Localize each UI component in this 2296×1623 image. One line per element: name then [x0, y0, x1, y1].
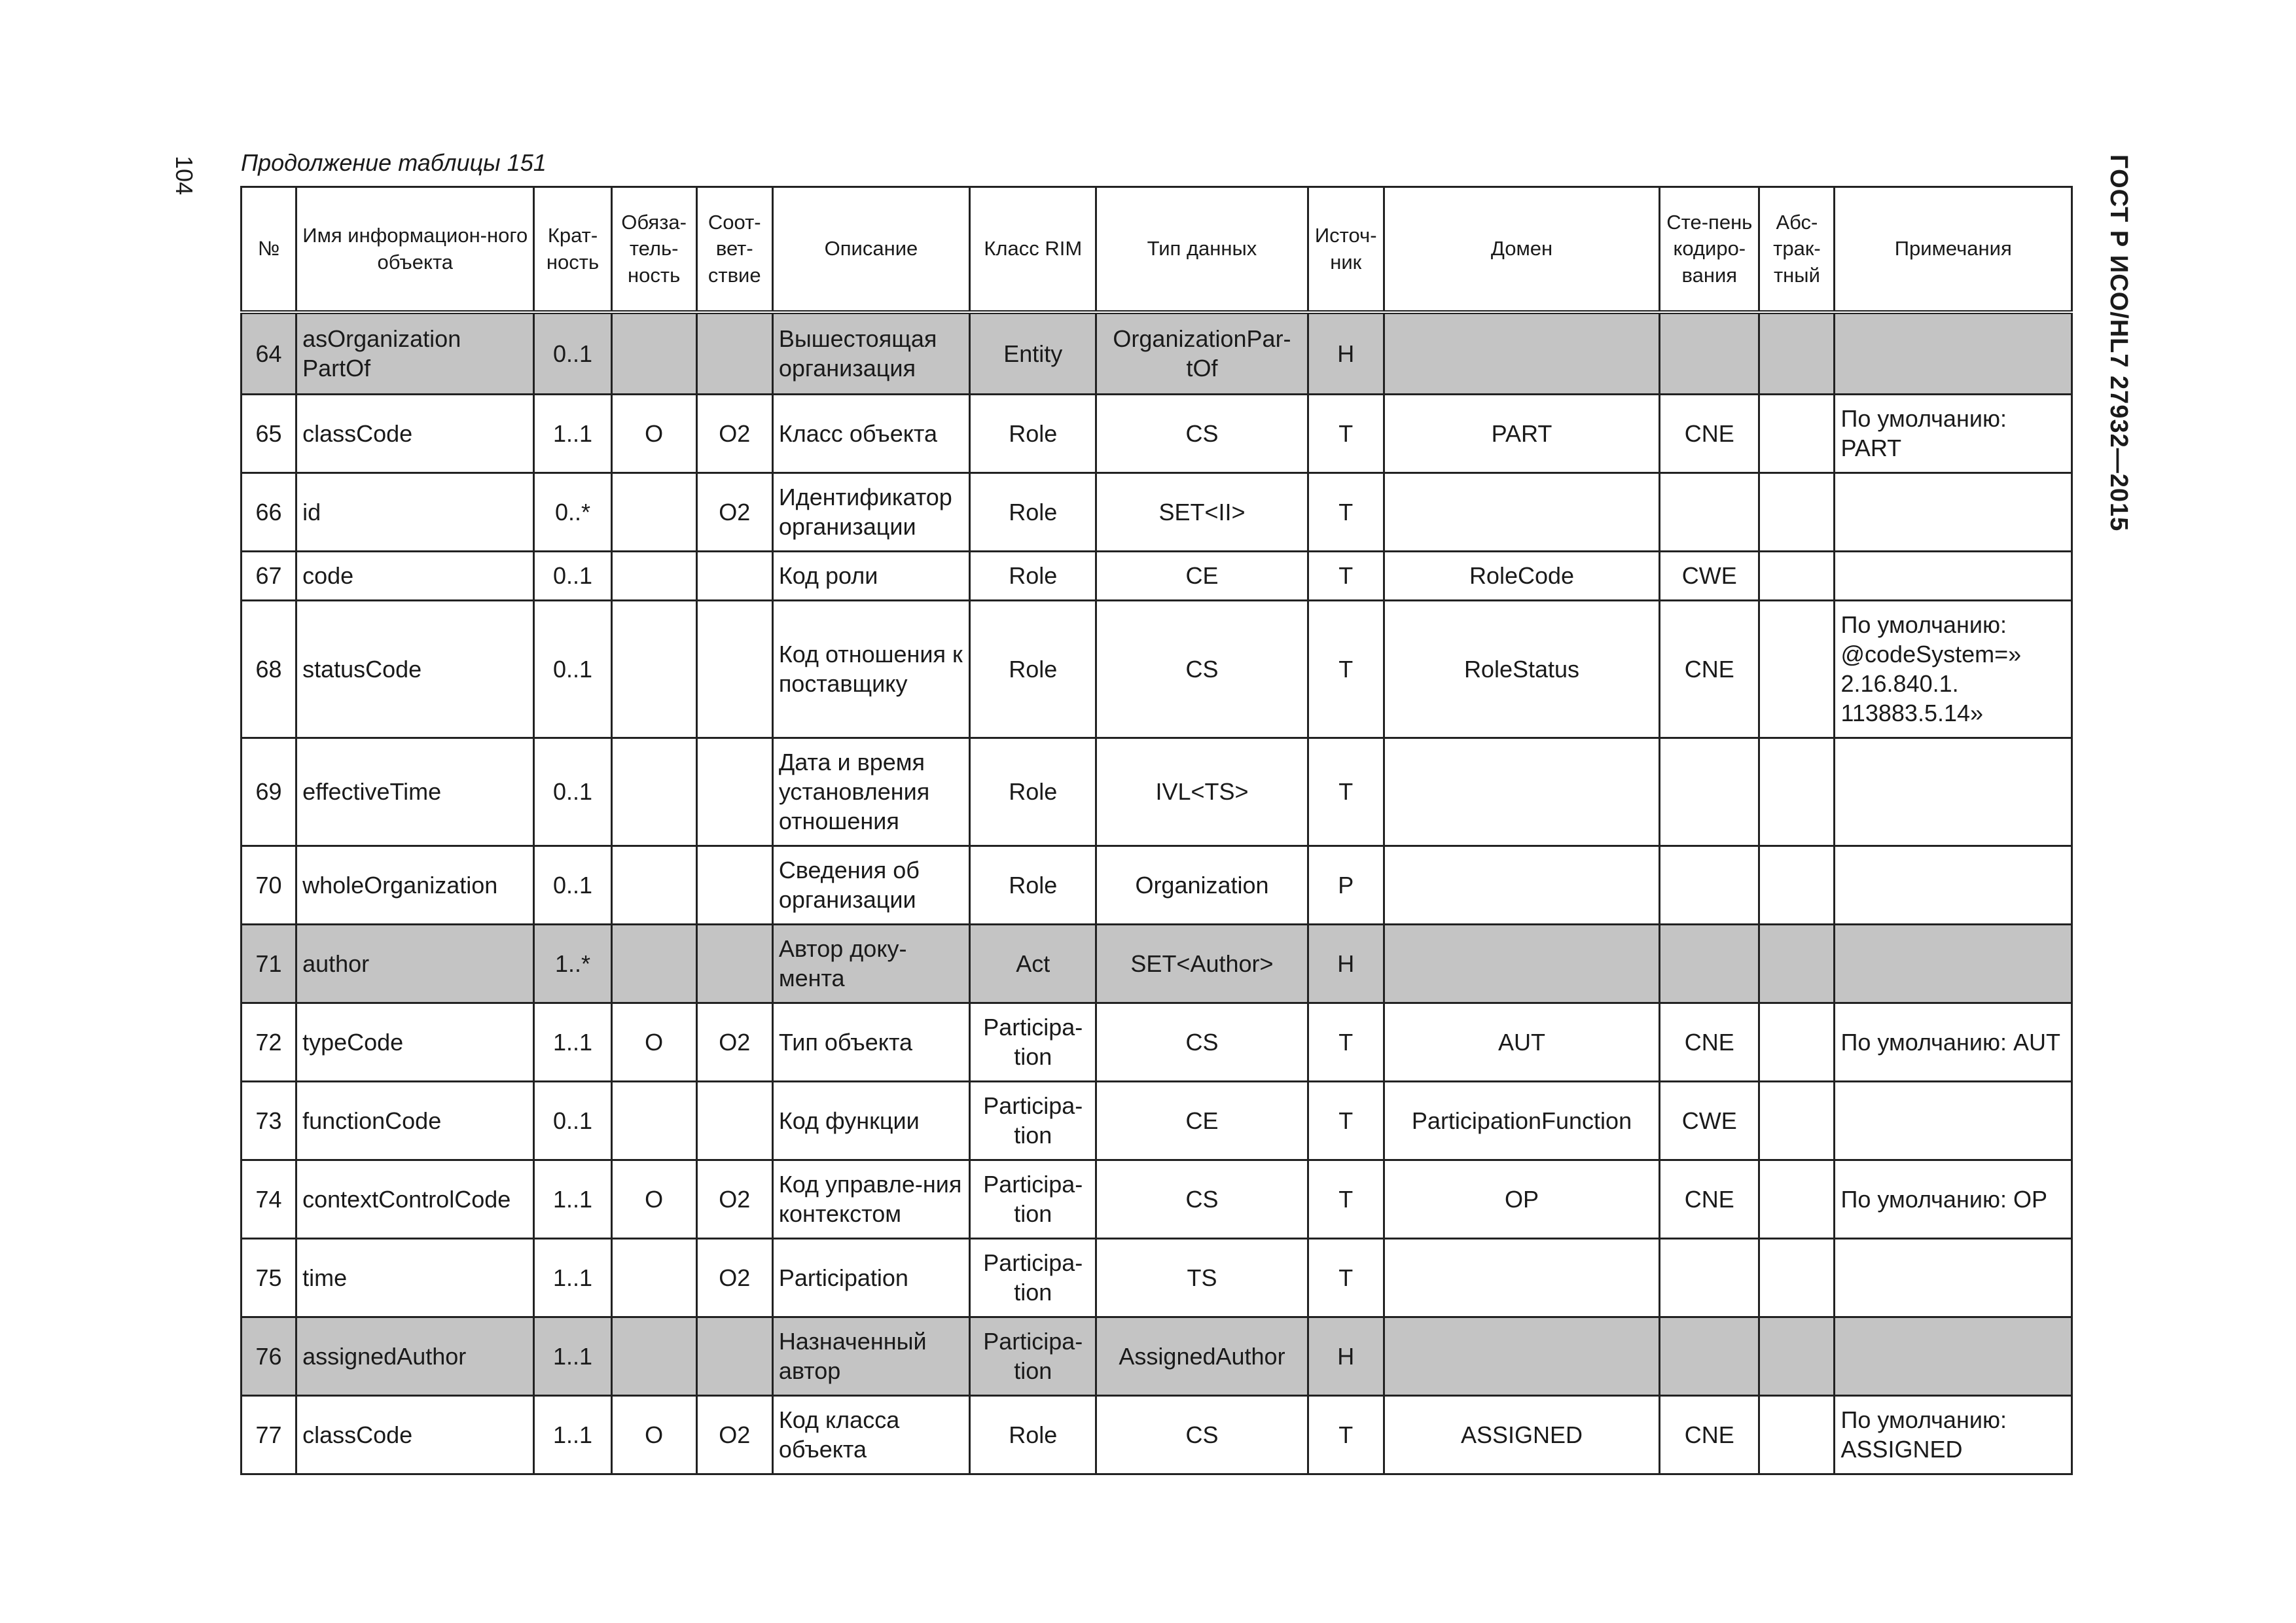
- cell-domain: [1384, 846, 1659, 924]
- cell-obligation: [611, 738, 696, 846]
- cell-name: time: [296, 1238, 534, 1317]
- cell-multiplicity: 0..1: [534, 551, 611, 600]
- cell-multiplicity: 1..1: [534, 1238, 611, 1317]
- cell-domain: [1384, 1238, 1659, 1317]
- header-conformance: Соот-вет-ствие: [696, 187, 772, 313]
- cell-coding-strength: CNE: [1660, 1160, 1759, 1238]
- cell-description: Код отношения к поставщику: [772, 600, 969, 738]
- header-obligation: Обяза-тель-ность: [611, 187, 696, 313]
- document-code: ГОСТ Р ИСО/HL7 27932—2015: [2105, 154, 2132, 532]
- cell-num: 69: [242, 738, 296, 846]
- cell-notes: [1835, 738, 2072, 846]
- table-row: [242, 1238, 2072, 1317]
- cell-rim-class: Role: [970, 846, 1096, 924]
- cell-name: contextControlCode: [296, 1160, 534, 1238]
- cell-abstract: [1759, 1395, 1835, 1474]
- cell-data-type: AssignedAuthor: [1096, 1317, 1308, 1395]
- header-description: Описание: [772, 187, 969, 313]
- cell-multiplicity: 1..1: [534, 394, 611, 473]
- cell-data-type: CE: [1096, 551, 1308, 600]
- cell-obligation: O: [611, 394, 696, 473]
- cell-data-type: CS: [1096, 394, 1308, 473]
- cell-conformance: [696, 600, 772, 738]
- cell-data-type: CS: [1096, 1395, 1308, 1474]
- cell-multiplicity: 0..1: [534, 1081, 611, 1160]
- cell-description: Код роли: [772, 551, 969, 600]
- cell-name: effectiveTime: [296, 738, 534, 846]
- cell-name: classCode: [296, 394, 534, 473]
- cell-name: author: [296, 924, 534, 1003]
- cell-rim-class: Participa-tion: [970, 1003, 1096, 1081]
- cell-rim-class: Role: [970, 738, 1096, 846]
- cell-data-type: CS: [1096, 1003, 1308, 1081]
- table-row: [242, 394, 2072, 473]
- cell-source: T: [1308, 394, 1384, 473]
- cell-rim-class: Role: [970, 600, 1096, 738]
- cell-conformance: [696, 1081, 772, 1160]
- cell-coding-strength: [1660, 312, 1759, 394]
- cell-source: T: [1308, 473, 1384, 551]
- cell-notes: [1835, 1317, 2072, 1395]
- cell-name: wholeOrganization: [296, 846, 534, 924]
- cell-multiplicity: 0..1: [534, 738, 611, 846]
- cell-obligation: [611, 924, 696, 1003]
- table-caption: Продолжение таблицы 151: [241, 149, 547, 176]
- cell-multiplicity: 0..1: [534, 312, 611, 394]
- cell-data-type: CS: [1096, 600, 1308, 738]
- cell-multiplicity: 1..1: [534, 1317, 611, 1395]
- header-multiplicity: Крат-ность: [534, 187, 611, 313]
- cell-obligation: [611, 1081, 696, 1160]
- cell-coding-strength: [1660, 1317, 1759, 1395]
- header-name: Имя информацион-ного объекта: [296, 187, 534, 313]
- cell-domain: [1384, 738, 1659, 846]
- table-row: [242, 1395, 2072, 1474]
- cell-multiplicity: 1..*: [534, 924, 611, 1003]
- cell-obligation: [611, 312, 696, 394]
- cell-domain: ParticipationFunction: [1384, 1081, 1659, 1160]
- cell-name: functionCode: [296, 1081, 534, 1160]
- cell-source: T: [1308, 1160, 1384, 1238]
- table-row: [242, 1081, 2072, 1160]
- cell-description: Идентификатор организации: [772, 473, 969, 551]
- cell-rim-class: Role: [970, 551, 1096, 600]
- cell-num: 66: [242, 473, 296, 551]
- cell-conformance: O2: [696, 1160, 772, 1238]
- header-notes: Примечания: [1835, 187, 2072, 313]
- cell-coding-strength: [1660, 738, 1759, 846]
- cell-source: H: [1308, 312, 1384, 394]
- cell-name: asOrganization PartOf: [296, 312, 534, 394]
- cell-rim-class: Role: [970, 473, 1096, 551]
- table-row: [242, 1317, 2072, 1395]
- cell-name: typeCode: [296, 1003, 534, 1081]
- cell-coding-strength: CNE: [1660, 1003, 1759, 1081]
- cell-num: 72: [242, 1003, 296, 1081]
- cell-domain: RoleCode: [1384, 551, 1659, 600]
- table-row: [242, 1003, 2072, 1081]
- cell-notes: [1835, 312, 2072, 394]
- cell-description: Дата и время установления отношения: [772, 738, 969, 846]
- cell-conformance: O2: [696, 1003, 772, 1081]
- cell-obligation: [611, 846, 696, 924]
- data-table: [240, 186, 2073, 1475]
- cell-conformance: O2: [696, 473, 772, 551]
- cell-description: Назначенный автор: [772, 1317, 969, 1395]
- cell-rim-class: Entity: [970, 312, 1096, 394]
- cell-source: T: [1308, 600, 1384, 738]
- cell-description: Сведения об организации: [772, 846, 969, 924]
- cell-description: Вышестоящая организация: [772, 312, 969, 394]
- cell-abstract: [1759, 600, 1835, 738]
- cell-multiplicity: 1..1: [534, 1003, 611, 1081]
- table-row: [242, 846, 2072, 924]
- cell-rim-class: Act: [970, 924, 1096, 1003]
- cell-obligation: O: [611, 1395, 696, 1474]
- cell-rim-class: Participa-tion: [970, 1160, 1096, 1238]
- cell-notes: По умолчанию: @codeSystem=» 2.16.840.1. 113883.5.14»: [1835, 600, 2072, 738]
- cell-coding-strength: CWE: [1660, 1081, 1759, 1160]
- header-coding-strength: Сте-пень кодиро-вания: [1660, 187, 1759, 313]
- cell-name: assignedAuthor: [296, 1317, 534, 1395]
- cell-rim-class: Participa-tion: [970, 1317, 1096, 1395]
- cell-conformance: O2: [696, 1395, 772, 1474]
- table-row: [242, 738, 2072, 846]
- cell-num: 68: [242, 600, 296, 738]
- cell-num: 67: [242, 551, 296, 600]
- page-number: 104: [171, 156, 198, 196]
- table-row: [242, 1160, 2072, 1238]
- cell-data-type: SET<II>: [1096, 473, 1308, 551]
- cell-abstract: [1759, 738, 1835, 846]
- cell-description: Код класса объекта: [772, 1395, 969, 1474]
- cell-data-type: IVL<TS>: [1096, 738, 1308, 846]
- cell-domain: [1384, 924, 1659, 1003]
- cell-notes: По умолчанию: ASSIGNED: [1835, 1395, 2072, 1474]
- cell-notes: По умолчанию: PART: [1835, 394, 2072, 473]
- cell-conformance: [696, 846, 772, 924]
- cell-conformance: O2: [696, 1238, 772, 1317]
- cell-description: Код функции: [772, 1081, 969, 1160]
- header-source: Источ-ник: [1308, 187, 1384, 313]
- cell-coding-strength: CNE: [1660, 600, 1759, 738]
- cell-obligation: [611, 600, 696, 738]
- cell-multiplicity: 0..1: [534, 846, 611, 924]
- cell-multiplicity: 1..1: [534, 1160, 611, 1238]
- cell-notes: [1835, 924, 2072, 1003]
- cell-obligation: [611, 473, 696, 551]
- cell-conformance: [696, 924, 772, 1003]
- cell-abstract: [1759, 846, 1835, 924]
- cell-num: 70: [242, 846, 296, 924]
- header-domain: Домен: [1384, 187, 1659, 313]
- cell-abstract: [1759, 473, 1835, 551]
- cell-data-type: SET<Author>: [1096, 924, 1308, 1003]
- cell-num: 71: [242, 924, 296, 1003]
- table-row: [242, 924, 2072, 1003]
- cell-domain: ASSIGNED: [1384, 1395, 1659, 1474]
- cell-notes: [1835, 846, 2072, 924]
- cell-num: 76: [242, 1317, 296, 1395]
- cell-notes: По умолчанию: OP: [1835, 1160, 2072, 1238]
- cell-data-type: CS: [1096, 1160, 1308, 1238]
- header-abstract: Абс-трак-тный: [1759, 187, 1835, 313]
- cell-abstract: [1759, 312, 1835, 394]
- table-row: [242, 551, 2072, 600]
- cell-num: 65: [242, 394, 296, 473]
- cell-multiplicity: 0..*: [534, 473, 611, 551]
- cell-abstract: [1759, 394, 1835, 473]
- cell-conformance: O2: [696, 394, 772, 473]
- cell-abstract: [1759, 551, 1835, 600]
- cell-notes: [1835, 551, 2072, 600]
- table-row: [242, 473, 2072, 551]
- cell-num: 64: [242, 312, 296, 394]
- cell-obligation: O: [611, 1003, 696, 1081]
- cell-notes: [1835, 473, 2072, 551]
- cell-name: statusCode: [296, 600, 534, 738]
- cell-domain: [1384, 473, 1659, 551]
- cell-domain: [1384, 1317, 1659, 1395]
- cell-abstract: [1759, 1160, 1835, 1238]
- cell-data-type: TS: [1096, 1238, 1308, 1317]
- cell-name: code: [296, 551, 534, 600]
- cell-source: T: [1308, 738, 1384, 846]
- cell-source: T: [1308, 1238, 1384, 1317]
- cell-name: id: [296, 473, 534, 551]
- cell-domain: AUT: [1384, 1003, 1659, 1081]
- cell-notes: По умолчанию: AUT: [1835, 1003, 2072, 1081]
- cell-coding-strength: [1660, 924, 1759, 1003]
- cell-conformance: [696, 551, 772, 600]
- cell-coding-strength: [1660, 846, 1759, 924]
- cell-source: H: [1308, 1317, 1384, 1395]
- cell-description: Автор доку-мента: [772, 924, 969, 1003]
- cell-num: 77: [242, 1395, 296, 1474]
- cell-coding-strength: CWE: [1660, 551, 1759, 600]
- cell-coding-strength: CNE: [1660, 1395, 1759, 1474]
- cell-rim-class: Participa-tion: [970, 1238, 1096, 1317]
- cell-data-type: Organization: [1096, 846, 1308, 924]
- cell-source: T: [1308, 1003, 1384, 1081]
- cell-source: T: [1308, 1395, 1384, 1474]
- cell-rim-class: Role: [970, 1395, 1096, 1474]
- table-row: [242, 312, 2072, 394]
- cell-conformance: [696, 1317, 772, 1395]
- cell-description: Тип объекта: [772, 1003, 969, 1081]
- cell-name: classCode: [296, 1395, 534, 1474]
- cell-multiplicity: 1..1: [534, 1395, 611, 1474]
- cell-domain: OP: [1384, 1160, 1659, 1238]
- cell-source: H: [1308, 924, 1384, 1003]
- cell-data-type: CE: [1096, 1081, 1308, 1160]
- cell-rim-class: Participa-tion: [970, 1081, 1096, 1160]
- header-data-type: Тип данных: [1096, 187, 1308, 313]
- cell-domain: PART: [1384, 394, 1659, 473]
- cell-source: P: [1308, 846, 1384, 924]
- cell-num: 73: [242, 1081, 296, 1160]
- cell-obligation: O: [611, 1160, 696, 1238]
- cell-multiplicity: 0..1: [534, 600, 611, 738]
- cell-source: T: [1308, 551, 1384, 600]
- cell-coding-strength: [1660, 473, 1759, 551]
- cell-rim-class: Role: [970, 394, 1096, 473]
- cell-conformance: [696, 738, 772, 846]
- cell-abstract: [1759, 1003, 1835, 1081]
- cell-abstract: [1759, 1081, 1835, 1160]
- cell-domain: [1384, 312, 1659, 394]
- cell-source: T: [1308, 1081, 1384, 1160]
- header-num: №: [242, 187, 296, 313]
- table-row: [242, 600, 2072, 738]
- cell-data-type: OrganizationPar-tOf: [1096, 312, 1308, 394]
- cell-obligation: [611, 1238, 696, 1317]
- cell-num: 74: [242, 1160, 296, 1238]
- cell-obligation: [611, 551, 696, 600]
- cell-notes: [1835, 1238, 2072, 1317]
- cell-coding-strength: [1660, 1238, 1759, 1317]
- table-header-row: [242, 187, 2072, 313]
- cell-domain: RoleStatus: [1384, 600, 1659, 738]
- cell-abstract: [1759, 1317, 1835, 1395]
- cell-abstract: [1759, 1238, 1835, 1317]
- cell-notes: [1835, 1081, 2072, 1160]
- cell-obligation: [611, 1317, 696, 1395]
- cell-coding-strength: CNE: [1660, 394, 1759, 473]
- cell-conformance: [696, 312, 772, 394]
- cell-description: Класс объекта: [772, 394, 969, 473]
- cell-num: 75: [242, 1238, 296, 1317]
- cell-description: Код управле-ния контекстом: [772, 1160, 969, 1238]
- cell-abstract: [1759, 924, 1835, 1003]
- cell-description: Participation: [772, 1238, 969, 1317]
- header-rim-class: Класс RIM: [970, 187, 1096, 313]
